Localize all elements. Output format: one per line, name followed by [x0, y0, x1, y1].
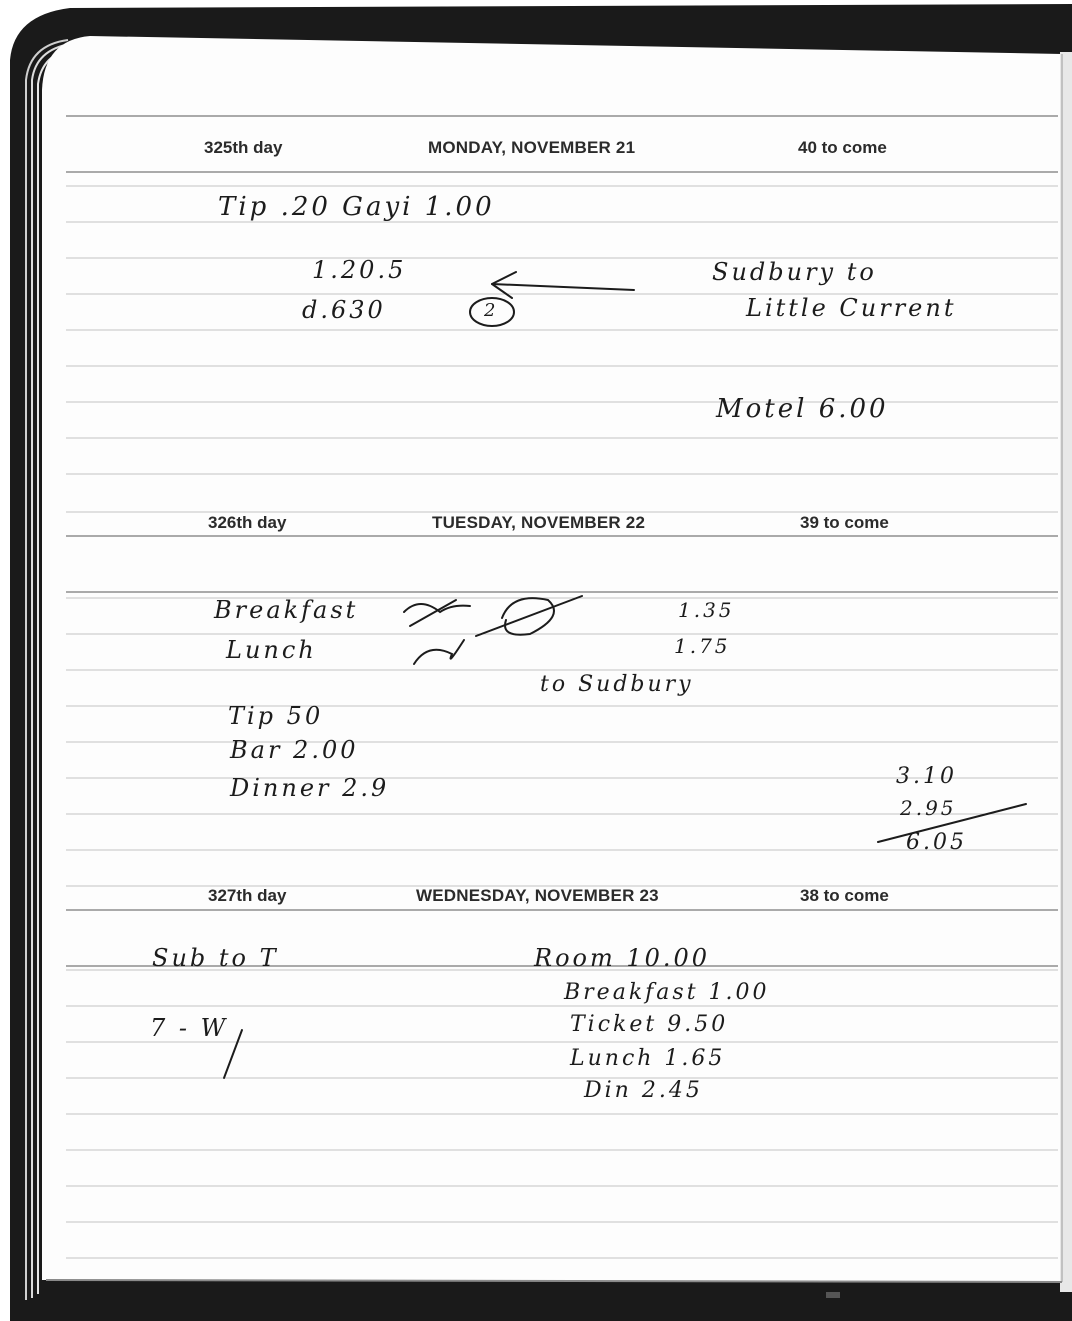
- handwritten-note: 1.35: [678, 598, 735, 622]
- handwritten-note: Sudbury to: [712, 258, 877, 286]
- day-number-label: 327th day: [208, 886, 287, 905]
- handwritten-note: Room 10.00: [534, 944, 711, 972]
- handwritten-note: Ticket 9.50: [570, 1012, 729, 1037]
- handwritten-note: Dinner 2.9: [230, 774, 390, 802]
- days-remaining-label: 38 to come: [800, 886, 889, 905]
- date-heading: TUESDAY, NOVEMBER 22: [432, 513, 646, 532]
- handwritten-note: 2.95: [900, 796, 957, 820]
- day-number-label: 326th day: [208, 513, 287, 532]
- handwritten-note: to Sudbury: [540, 672, 694, 697]
- day-number-label: 325th day: [204, 138, 283, 157]
- handwritten-note: 6.05: [906, 830, 967, 855]
- date-heading: MONDAY, NOVEMBER 21: [428, 138, 636, 157]
- handwritten-note: Tip .20 Gayi 1.00: [218, 192, 495, 222]
- handwritten-note: 7 - W: [150, 1014, 229, 1042]
- handwritten-note: 3.10: [896, 764, 957, 789]
- handwritten-note: Lunch 1.65: [570, 1046, 726, 1071]
- handwritten-note: Din 2.45: [584, 1078, 703, 1103]
- handwritten-note: Lunch: [226, 636, 317, 664]
- handwritten-note: Tip 50: [228, 702, 324, 730]
- date-heading: WEDNESDAY, NOVEMBER 23: [416, 886, 659, 905]
- handwritten-note: 2: [484, 300, 499, 321]
- handwritten-note: d.630: [302, 296, 386, 324]
- handwritten-note: Bar 2.00: [230, 736, 359, 764]
- days-remaining-label: 40 to come: [798, 138, 887, 157]
- handwritten-note: Motel 6.00: [716, 394, 889, 424]
- handwritten-note: 1.75: [674, 634, 731, 658]
- handwritten-note: Breakfast: [214, 596, 359, 624]
- handwritten-note: Little Current: [746, 294, 957, 322]
- days-remaining-label: 39 to come: [800, 513, 889, 532]
- handwritten-note: 1.20.5: [312, 256, 407, 284]
- handwritten-note: Sub to T: [152, 944, 279, 972]
- handwritten-note: Breakfast 1.00: [564, 980, 770, 1005]
